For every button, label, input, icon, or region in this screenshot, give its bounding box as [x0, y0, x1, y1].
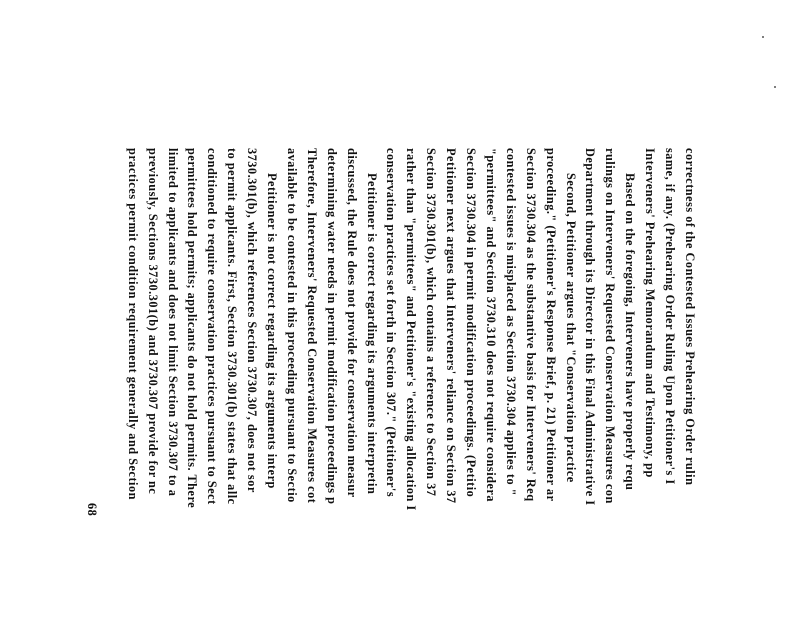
- text-line: conservation practices set forth in Section 307." (Petitioner's: [384, 148, 399, 498]
- text-line: contested issues is misplaced as Section 3730.304 applies to ": [503, 148, 518, 496]
- rotated-text-block: [84, 148, 700, 618]
- text-line: to permit applicants. First, Section 3730.301(b) states that allc: [225, 148, 240, 505]
- text-line: practices permit condition requirement generally and Section: [125, 148, 140, 500]
- text-line: same, if any. (Prehearing Order Ruling Upon Petitioner's I: [663, 148, 678, 485]
- text-line: Interveners' Prehearing Memorandum and Testimony, pp: [643, 148, 658, 478]
- text-line: Petitioner next argues that Interveners' reliance on Section 37: [444, 148, 459, 504]
- text-line: "permittees" and Section 3730.310 does not require considera: [484, 148, 498, 503]
- text-line: Therefore, Interveners' Requested Conservation Measures cot: [304, 148, 319, 504]
- text-line: Second, Petitioner argues that "Conservation practice: [563, 173, 578, 483]
- text-line: previously, Sections 3730.301(b) and 3730.307 provide for nc: [145, 148, 160, 495]
- text-line: permittees hold permits; applicants do not hold permits. There: [185, 148, 200, 509]
- text-line: Section 3730.304 as the substantive basis for Interveners' Req: [523, 148, 538, 502]
- text-line: rather than "permittees" and Petitioner's "existing allocation I: [404, 148, 419, 511]
- text-line: discussed, the Rule does not provide for conservation measur: [344, 148, 359, 498]
- text-line: Based on the foregoing, Interveners have properly requ: [623, 173, 638, 491]
- text-line: conditioned to require conservation practices pursuant to Sect: [205, 148, 220, 505]
- text-line: available to be contested in this proceeding pursuant to Sectio: [285, 148, 299, 503]
- text-line: Petitioner is correct regarding its arguments interpretin: [364, 173, 379, 495]
- scan-speck: [774, 86, 776, 88]
- text-line: rulings on Interveners' Requested Conservation Measures con: [603, 148, 618, 504]
- text-line: limited to applicants and does not limit Section 3730.307 to a: [165, 148, 180, 497]
- page-number: 68: [84, 503, 99, 517]
- text-line: determining water needs in permit modification proceedings p: [324, 148, 339, 505]
- text-line: Department through its Director in this Final Administrative I: [583, 148, 598, 506]
- text-line: proceeding." (Petitioner's Response Brief, p. 21) Petitioner ar: [543, 148, 558, 502]
- text-line: Section 3730.301(b), which contains a reference to Section 37: [424, 148, 439, 497]
- text-line: correctness of the Contested Issues Prehearing Order rulin: [683, 148, 697, 486]
- text-line: 3730.301(b), which references Section 3730.307, does not sor: [245, 148, 260, 493]
- text-line: Section 3730.304 in permit modification proceedings. (Petitio: [464, 148, 479, 498]
- text-line: Petitioner is not correct regarding its arguments interp: [265, 173, 280, 489]
- scan-speck: [762, 36, 764, 38]
